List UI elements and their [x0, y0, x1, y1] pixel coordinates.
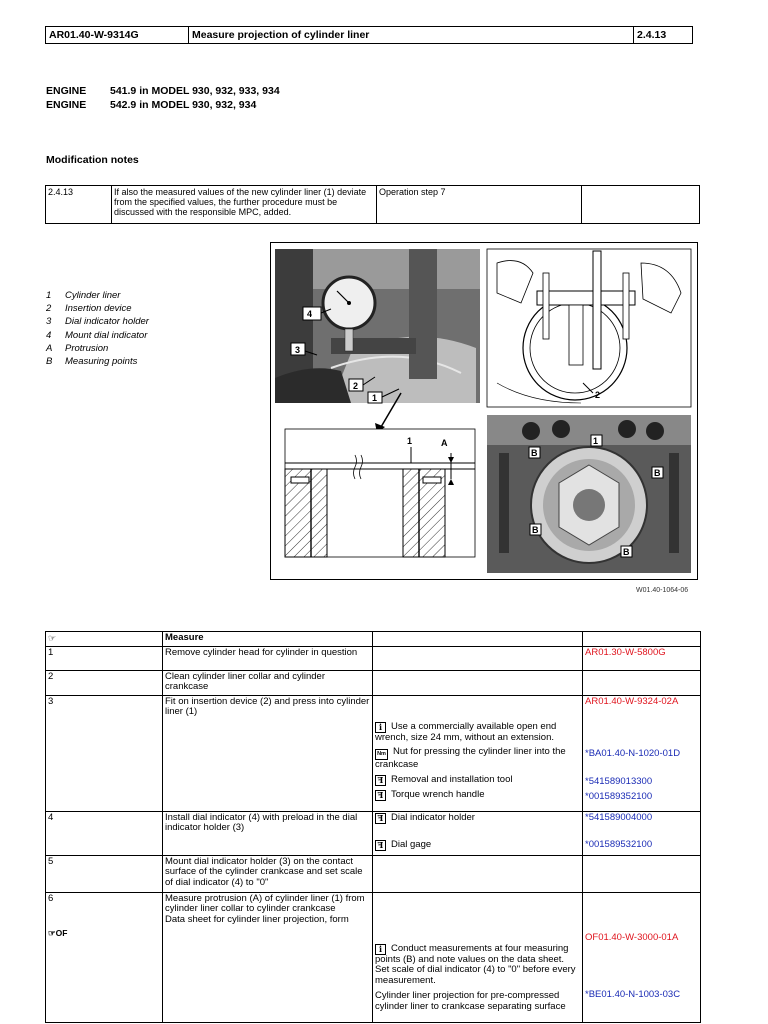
callout-label: 2	[353, 381, 359, 391]
table-row	[46, 670, 701, 695]
step-ref-link[interactable]: AR01.40-W-9324-02A	[585, 695, 679, 707]
mod-reference: Operation step 7	[377, 186, 582, 224]
note-info	[375, 722, 580, 744]
special-tool-icon: ꟻ	[375, 775, 386, 786]
step-ref-link[interactable]: *001589532100	[585, 839, 653, 850]
legend-text: Dial indicator holder	[65, 316, 149, 328]
step-refs	[583, 695, 701, 811]
callout-label: 3	[295, 345, 301, 355]
engine-line-2	[46, 98, 256, 112]
form-description: Data sheet for cylinder liner projection, form	[165, 913, 349, 925]
note-text: Torque wrench handle	[391, 788, 485, 800]
engine-label: ENGINE	[46, 99, 87, 111]
figure-code: W01.40-1064-06	[636, 587, 689, 594]
note-tool	[375, 840, 580, 851]
callout-label: B	[654, 468, 661, 478]
step-refs	[583, 855, 701, 892]
engine-text: 541.9 in MODEL 930, 932, 933, 934	[110, 85, 280, 97]
legend-key: 3	[46, 316, 52, 328]
figure-frame	[270, 242, 698, 580]
step-refs	[583, 670, 701, 695]
column-header-measure: Measure	[163, 632, 373, 647]
step-refs	[583, 811, 701, 855]
note-tool	[375, 790, 580, 801]
engine-text: 542.9 in MODEL 930, 932, 934	[110, 99, 257, 111]
note-tool	[375, 813, 580, 824]
legend-item	[46, 315, 149, 328]
hand-pointer-icon: ☞	[46, 632, 163, 647]
callout-label: A	[441, 438, 448, 448]
step-measure: Remove cylinder head for cylinder in question	[163, 646, 373, 670]
form-label: OF	[55, 928, 68, 938]
step-ref-link[interactable]: *BE01.40-N-1003-03C	[585, 989, 681, 1000]
legend-key: 1	[46, 290, 52, 301]
legend-item	[46, 289, 149, 302]
note-text: Removal and installation tool	[391, 773, 513, 785]
section-number: 2.4.13	[637, 29, 667, 41]
hand-pointer-icon: ☞	[48, 928, 56, 938]
note-text: Cylinder liner projection for pre-compressed cylinder liner to crankcase separating surface	[375, 990, 566, 1012]
step-notes	[373, 646, 583, 670]
legend-key: 2	[46, 303, 52, 315]
note-text: Use a commercially available open end wrench, size 24 mm, without an extension.	[375, 720, 557, 743]
legend-text: Mount dial indicator	[65, 329, 148, 341]
step-number: 5	[46, 855, 163, 892]
special-tool-icon: ꟻ	[375, 840, 386, 851]
photo-dial-indicator	[275, 249, 480, 403]
step-notes	[373, 670, 583, 695]
legend-item	[46, 355, 149, 368]
table-row	[46, 855, 701, 892]
special-tool-icon: ꟻ	[375, 790, 386, 801]
callout-label: 1	[407, 436, 413, 446]
note-text: Conduct measurements at four measuring points (B) and note values on the data sheet. Set scale of dial indicator (4) to "0" before every measurement.	[375, 942, 576, 986]
callout-label: B	[623, 547, 630, 557]
step-measure	[163, 892, 373, 1022]
torque-nm-icon: Nm	[375, 749, 388, 760]
note-torque	[375, 747, 580, 771]
modification-notes-heading: Modification notes	[46, 154, 139, 166]
engine-line-1	[46, 84, 280, 98]
figure-illustration	[271, 243, 697, 579]
table-row	[46, 646, 701, 670]
figure-legend	[46, 289, 149, 368]
step-notes	[373, 811, 583, 855]
drawing-liner-section	[285, 429, 475, 557]
step-refs	[583, 892, 701, 1022]
legend-text: Cylinder liner	[65, 290, 121, 301]
modification-notes-table	[45, 185, 700, 224]
legend-item	[46, 302, 149, 315]
step-notes	[373, 892, 583, 1022]
legend-item	[46, 329, 149, 342]
form-reference	[48, 928, 160, 939]
legend-item	[46, 342, 149, 355]
legend-text: Measuring points	[65, 356, 138, 368]
mod-version: 2.4.13	[46, 186, 112, 224]
note-text: Nut for pressing the cylinder liner into the crankcase	[375, 746, 566, 770]
step-measure-text: Measure protrusion (A) of cylinder liner (1) from cylinder liner collar to cylinder crankcase	[165, 892, 365, 914]
step-number: 2	[46, 670, 163, 695]
drawing-insertion-device	[487, 249, 691, 407]
engine-label: ENGINE	[46, 85, 87, 97]
step-ref-link[interactable]: *541589013300	[585, 775, 653, 787]
step-ref-link[interactable]: AR01.30-W-5800G	[583, 646, 701, 670]
table-header-row	[46, 632, 701, 647]
legend-text: Protrusion	[65, 342, 109, 354]
special-tool-icon: ꟻ	[375, 813, 386, 824]
photo-measuring-points	[487, 415, 691, 573]
note-text: Dial gage	[391, 838, 432, 850]
doc-title: Measure projection of cylinder liner	[189, 27, 634, 43]
callout-label: 2	[595, 390, 601, 400]
table-row	[46, 186, 700, 224]
step-number: 4	[46, 811, 163, 855]
step-measure: Install dial indicator (4) with preload in the dial indicator holder (3)	[163, 811, 373, 855]
table-row	[46, 695, 701, 811]
step-number	[46, 892, 163, 1022]
legend-key: A	[46, 342, 53, 354]
callout-label: B	[532, 525, 539, 535]
column-header-refs	[583, 632, 701, 647]
info-icon: i	[375, 944, 386, 955]
legend-key: B	[46, 356, 53, 368]
doc-code: AR01.40-W-9314G	[46, 27, 189, 43]
step-measure: Mount dial indicator holder (3) on the contact surface of the cylinder crankcase and set scale of dial indicator (4) to "0"	[163, 855, 373, 892]
step-number: 1	[46, 646, 163, 670]
info-icon: i	[375, 722, 386, 733]
step-ref-link[interactable]: *001589352100	[585, 791, 653, 802]
note-info	[375, 944, 580, 987]
step-number-text: 6	[48, 892, 54, 904]
step-ref-link[interactable]: *541589004000	[585, 811, 653, 823]
note-text: Dial indicator holder	[391, 811, 475, 823]
step-measure: Clean cylinder liner collar and cylinder crankcase	[163, 670, 373, 695]
step-ref-link[interactable]: OF01.40-W-3000-01A	[585, 931, 679, 943]
step-number: 3	[46, 695, 163, 811]
step-notes	[373, 855, 583, 892]
procedure-table	[45, 631, 701, 1023]
step-ref-link[interactable]: *BA01.40-N-1020-01D	[585, 748, 681, 759]
document-header	[45, 26, 693, 44]
callout-label: B	[531, 448, 538, 458]
mod-text: If also the measured values of the new cylinder liner (1) deviate from the specified values, the further procedure must be discussed with the responsible MPC, added.	[112, 186, 377, 224]
table-row	[46, 892, 701, 1022]
callout-label: 4	[307, 309, 313, 319]
column-header-notes	[373, 632, 583, 647]
step-measure: Fit on insertion device (2) and press into cylinder liner (1)	[163, 695, 373, 811]
step-notes	[373, 695, 583, 811]
table-row	[46, 811, 701, 855]
callout-label: 1	[593, 436, 599, 446]
note-tool	[375, 775, 580, 786]
legend-text: Insertion device	[65, 303, 132, 315]
legend-key: 4	[46, 329, 52, 341]
callout-label: 1	[372, 393, 378, 403]
mod-extra	[582, 186, 700, 224]
